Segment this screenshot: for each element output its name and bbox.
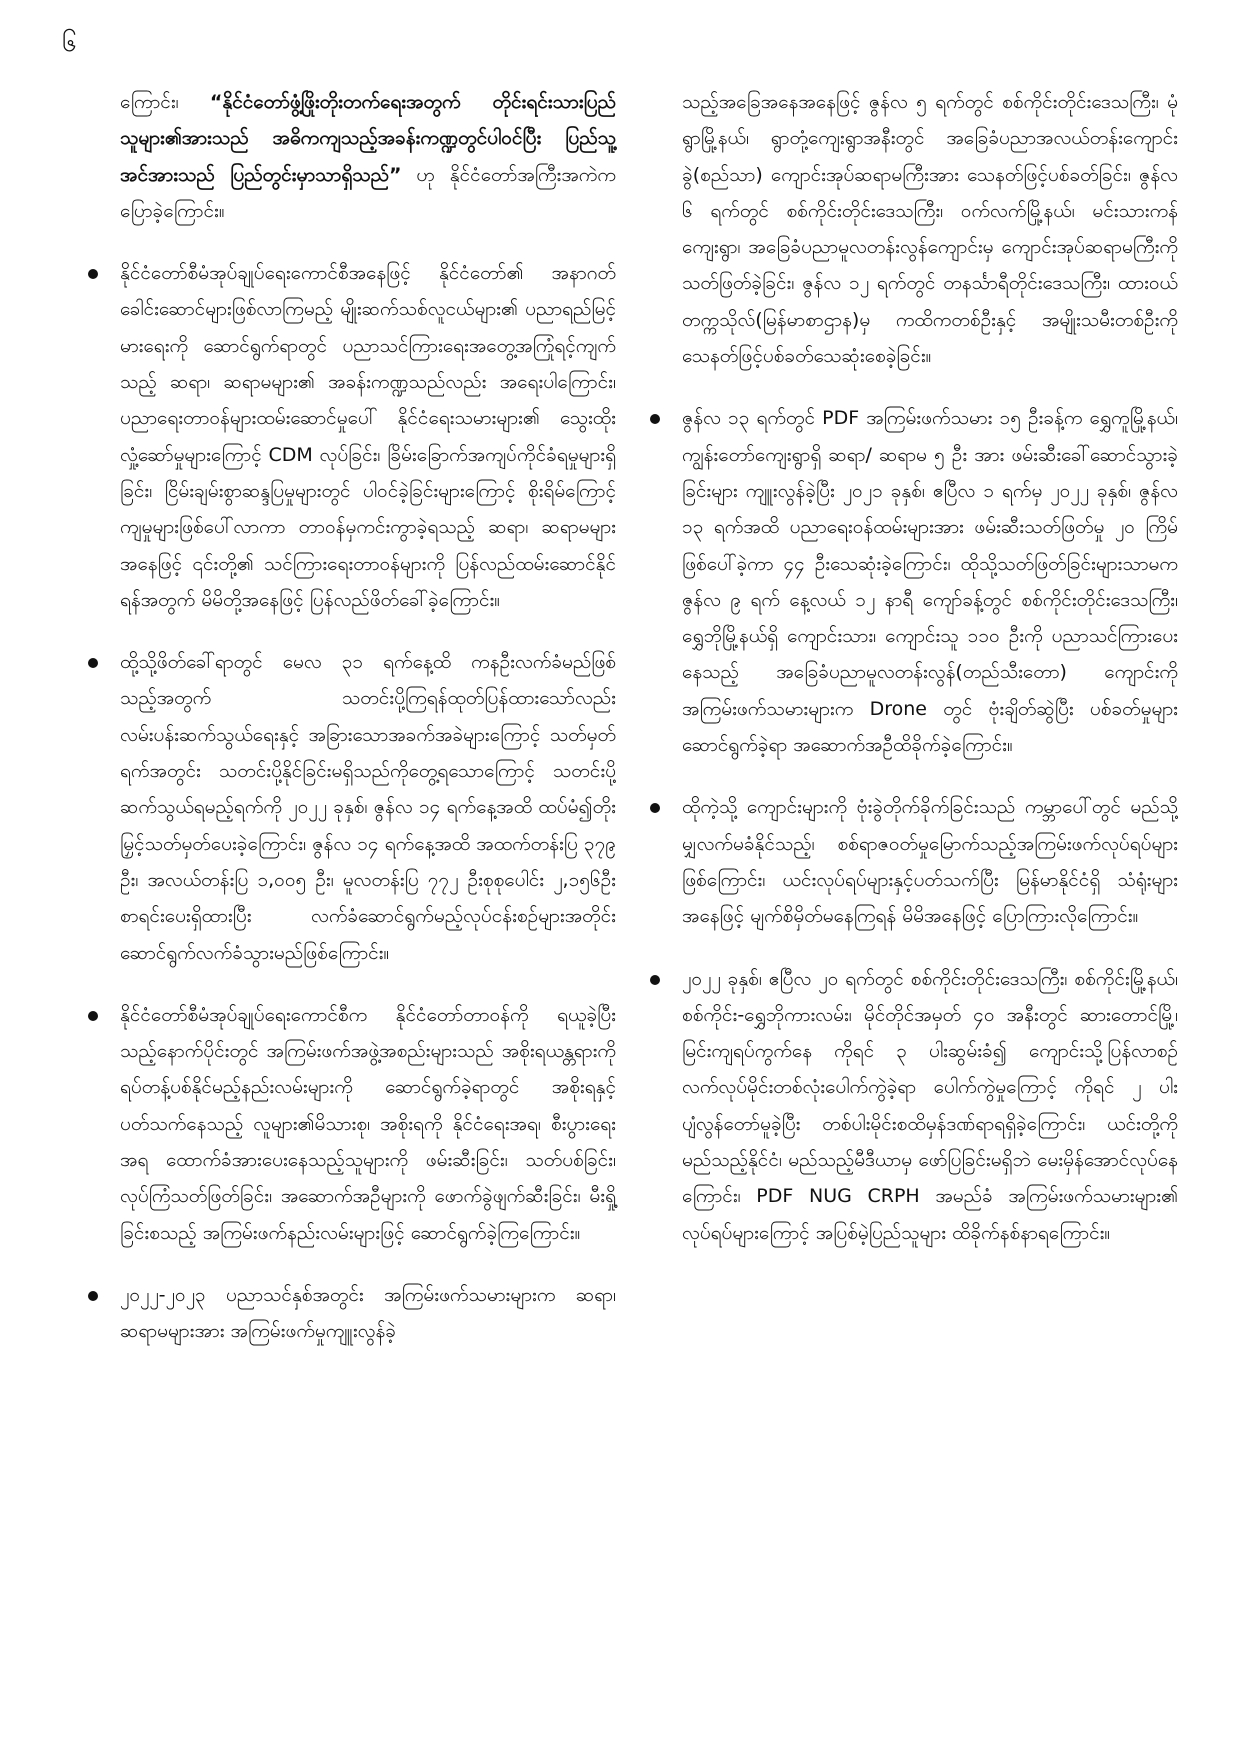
bullet-item <box>96 644 616 971</box>
bullet-icon <box>650 414 660 424</box>
bullet-text: ထိုကဲ့သို့ ကျောင်းများကို ဗုံးခွဲတိုက်ခိုက်ခြင်းသည် ကမ္ဘာပေါ်တွင် မည်သို့မျှလက်မခံနိုင်သည့်၊ စစ်ရာဇဝတ်မှုမြောက်သည့်အကြမ်းဖက်လုပ်ရပ်များဖြစ်ကြောင်း၊ ယင်းလုပ်ရပ်များနှင့်ပတ်သက်ပြီး မြန်မာနိုင်ငံရှိ သံရုံးများအနေဖြင့် မျက်စိမှိတ်မနေကြရန် မိမိအနေဖြင့် ပြောကြားလိုကြောင်း။ <box>682 796 1178 928</box>
bullet-text: နိုင်ငံတော်စီမံအုပ်ချုပ်ရေးကောင်စီက နိုင်ငံတော်တာဝန်ကို ရယူခဲ့ပြီးသည့်နောက်ပိုင်းတွင် အကြမ်းဖက်အဖွဲ့အစည်းများသည် အစိုးရယန္တရားကို ရပ်တန့်ပစ်နိုင်မည့်နည်းလမ်းများကို ဆောင်ရွက်ခဲ့ရာတွင် အစိုးရနှင့်ပတ်သက်နေသည့် လူများ၏မိသားစု၊ အစိုးရကို နိုင်ငံရေးအရ၊ စီးပွားရေးအရ ထောက်ခံအားပေးနေသည့်သူများကို ဖမ်းဆီးခြင်း၊ သတ်ပစ်ခြင်း၊ လုပ်ကြံသတ်ဖြတ်ခြင်း၊ အဆောက်အဦများကို ဖောက်ခွဲဖျက်ဆီးခြင်း၊ မီးရှို့ခြင်းစသည့် အကြမ်းဖက်နည်းလမ်းများဖြင့် ဆောင်ရွက်ခဲ့ကြကြောင်း။ <box>120 1003 616 1244</box>
bullet-icon <box>88 1011 98 1021</box>
bullet-text: နိုင်ငံတော်စီမံအုပ်ချုပ်ရေးကောင်စီအနေဖြင့် နိုင်ငံတော်၏ အနာဂတ်ခေါင်းဆောင်များဖြစ်လာကြမည့် မျိုးဆက်သစ်လူငယ်များ၏ ပညာရည်မြင့်မားရေးကို ဆောင်ရွက်ရာတွင် ပညာသင်ကြားရေးအတွေ့အကြုံရင့်ကျက်သည့် ဆရာ၊ ဆရာမများ၏ အခန်းကဏ္ဍသည်လည်း အရေးပါကြောင်း၊ ပညာရေးတာဝန်များထမ်းဆောင်မှုပေါ် နိုင်ငံရေးသမားများ၏ သွေးထိုးလှုံ့ဆော်မှုများကြောင့် CDM လုပ်ခြင်း၊ ခြိမ်းခြောက်အကျပ်ကိုင်ခံရမှုများရှိခြင်း၊ ငြိမ်းချမ်းစွာဆန္ဒပြမှုများတွင် ပါဝင်ခဲ့ခြင်းများကြောင့် စိုးရိမ်ကြောင့်ကျမှုများဖြစ်ပေါ်လာကာ တာဝန်မှကင်းကွာခဲ့ရသည့် ဆရာ၊ ဆရာမများအနေဖြင့် ၎င်းတို့၏ သင်ကြားရေးတာဝန်များကို ပြန်လည်ထမ်းဆောင်နိုင်ရန်အတွက် မိမိတို့အနေဖြင့် ပြန်လည်ဖိတ်ခေါ်ခဲ့ကြောင်း။ <box>120 262 616 611</box>
continuation-paragraph: သည့်အခြေအနေအနေဖြင့် ဇွန်လ ၅ ရက်တွင် စစ်ကိုင်းတိုင်းဒေသကြီး၊ မုံရွာမြို့နယ်၊ ရွာတုံ့ကျေးရွာအနီးတွင် အခြေခံပညာအလယ်တန်းကျောင်းခွဲ(စည်သာ) ကျောင်းအုပ်ဆရာမကြီးအား သေနတ်ဖြင့်ပစ်ခတ်ခြင်း၊ ဇွန်လ ၆ ရက်တွင် စစ်ကိုင်းတိုင်းဒေသကြီး၊ ဝက်လက်မြို့နယ်၊ မင်းသားကန်ကျေးရွာ၊ အခြေခံပညာမူလတန်းလွန်ကျောင်းမှ ကျောင်းအုပ်ဆရာမကြီးကို သတ်ဖြတ်ခဲ့ခြင်း၊ ဇွန်လ ၁၂ ရက်တွင် တနင်္သာရီတိုင်းဒေသကြီး၊ ထားဝယ်တက္ကသိုလ်(မြန်မာစာဌာန)မှ ကထိကတစ်ဦးနှင့် အမျိုးသမီးတစ်ဦးကို သေနတ်ဖြင့်ပစ်ခတ်သေဆုံးစေခဲ့ခြင်း။ <box>682 91 1178 368</box>
bullet-text: ၂၀၂၂-၂၀၂၃ ပညာသင်နှစ်အတွင်း အကြမ်းဖက်သမားများက ဆရာ၊ ဆရာမများအား အကြမ်းဖက်မှုကျူးလွန်ခဲ့ <box>120 1283 616 1343</box>
bullet-icon <box>650 803 660 813</box>
right-column <box>658 84 1178 1277</box>
bullet-icon <box>88 269 98 279</box>
bullet-item <box>658 961 1178 1251</box>
bullet-item <box>96 1277 616 1350</box>
bullet-item <box>96 997 616 1251</box>
bullet-icon <box>88 658 98 668</box>
page-number: ၆ <box>62 28 77 58</box>
bullet-item <box>658 789 1178 934</box>
bullet-text: ၂၀၂၂ ခုနှစ်၊ ဧပြီလ ၂၀ ရက်တွင် စစ်ကိုင်းတိုင်းဒေသကြီး၊ စစ်ကိုင်းမြို့နယ်၊ စစ်ကိုင်း-ရွှေဘိုကားလမ်း၊ မိုင်တိုင်အမှတ် ၄၀ အနီးတွင် ဆားတောင်မြို့၊ မြင်းကျရပ်ကွက်နေ ကိုရင် ၃ ပါးဆွမ်းခံ၍ ကျောင်းသို့ပြန်လာစဉ် လက်လုပ်မိုင်းတစ်လုံးပေါက်ကွဲခဲ့ရာ ပေါက်ကွဲမှုကြောင့် ကိုရင် ၂ ပါး ပျံလွန်တော်မူခဲ့ပြီး တစ်ပါးမိုင်းစထိမှန်ဒဏ်ရာရရှိခဲ့ကြောင်း၊ ယင်းတို့ကို မည်သည့်နိုင်ငံ၊ မည်သည့်မီဒီယာမှ ဖော်ပြခြင်းမရှိဘဲ မေးမှိန်အောင်လုပ်နေကြောင်း၊ PDF NUG CRPH အမည်ခံ အကြမ်းဖက်သမားများ၏ လုပ်ရပ်များကြောင့် အပြစ်မဲ့ပြည်သူများ ထိခိုက်နစ်နာရကြောင်း။ <box>682 967 1178 1244</box>
bullet-icon <box>650 975 660 985</box>
left-column <box>96 84 616 1376</box>
intro-lead: ကြောင်း၊ <box>120 91 210 113</box>
bullet-item <box>658 400 1178 763</box>
bullet-text: ဇွန်လ ၁၃ ရက်တွင် PDF အကြမ်းဖက်သမား ၁၅ ဦးခန့်က ရွှေကူမြို့နယ်၊ ကျွန်းတော်ကျေးရွာရှိ ဆရာ/ ဆရာမ ၅ ဦး အား ဖမ်းဆီးခေါ်ဆောင်သွားခဲ့ခြင်းများ ကျူးလွန်ခဲ့ပြီး ၂၀၂၁ ခုနှစ်၊ ဧပြီလ ၁ ရက်မှ ၂၀၂၂ ခုနှစ်၊ ဇွန်လ ၁၃ ရက်အထိ ပညာရေးဝန်ထမ်းများအား ဖမ်းဆီးသတ်ဖြတ်မှု ၂၀ ကြိမ်ဖြစ်ပေါ်ခဲ့ကာ ၄၄ ဦးသေဆုံးခဲ့ကြောင်း၊ ထိုသို့သတ်ဖြတ်ခြင်းများသာမက ဇွန်လ ၉ ရက် နေ့လယ် ၁၂ နာရီ ကျော်ခန့်တွင် စစ်ကိုင်းတိုင်းဒေသကြီး၊ ရွှေဘိုမြို့နယ်ရှိ ကျောင်းသား၊ ကျောင်းသူ ၁၁၀ ဦးကို ပညာသင်ကြားပေးနေသည့် အခြေခံပညာမူလတန်းလွန်(တည်သီးတော) ကျောင်းကို အကြမ်းဖက်သမားများက Drone တွင် ဗုံးချိတ်ဆွဲပြီး ပစ်ခတ်မှုများဆောင်ရွက်ခဲ့ရာ အဆောက်အဦထိခိုက်ခဲ့ကြောင်း။ <box>682 407 1178 757</box>
bullet-text: ထို့သို့ဖိတ်ခေါ်ရာတွင် မေလ ၃၁ ရက်နေ့ထိ ကနဦးလက်ခံမည်ဖြစ်သည့်အတွက် သတင်းပို့ကြရန်ထုတ်ပြန်ထားသော်လည်း လမ်းပန်းဆက်သွယ်ရေးနှင့် အခြားသောအခက်အခဲများကြောင့် သတ်မှတ်ရက်အတွင်း သတင်းပို့နိုင်ခြင်းမရှိသည်ကိုတွေ့ရသောကြောင့် သတင်းပို့ဆက်သွယ်ရမည့်ရက်ကို ၂၀၂၂ ခုနှစ်၊ ဇွန်လ ၁၄ ရက်နေ့အထိ ထပ်မံ၍တိုးမြှင့်သတ်မှတ်ပေးခဲ့ကြောင်း၊ ဇွန်လ ၁၄ ရက်နေ့အထိ အထက်တန်းပြ ၃၇၉ ဦး၊ အလယ်တန်းပြ ၁,၀၀၅ ဦး၊ မူလတန်းပြ ၇၇၂ ဦးစုစုပေါင်း ၂,၁၅၆ဦး စာရင်းပေးရှိထားပြီး လက်ခံဆောင်ရွက်မည့်လုပ်ငန်းစဉ်များအတိုင်း ဆောင်ရွက်လက်ခံသွားမည်ဖြစ်ကြောင်း။ <box>120 651 616 964</box>
intro-tail: ဟု နိုင်ငံတော်အကြီးအကဲက ပြောခဲ့ကြောင်း။ <box>120 163 616 222</box>
intro-quote: “နိုင်ငံတော်ဖွံ့ဖြိုးတိုးတက်ရေးအတွက် တိုင်းရင်းသားပြည်သူများ၏အားသည် အဓိကကျသည့်အခန်းကဏ္ဍတွင်ပါဝင်ပြီး ပြည်သူ့အင်အားသည် ပြည်တွင်းမှာသာရှိသည်” <box>120 91 616 186</box>
bullet-item <box>96 255 616 618</box>
bullet-icon <box>88 1291 98 1301</box>
intro-paragraph <box>96 84 616 229</box>
